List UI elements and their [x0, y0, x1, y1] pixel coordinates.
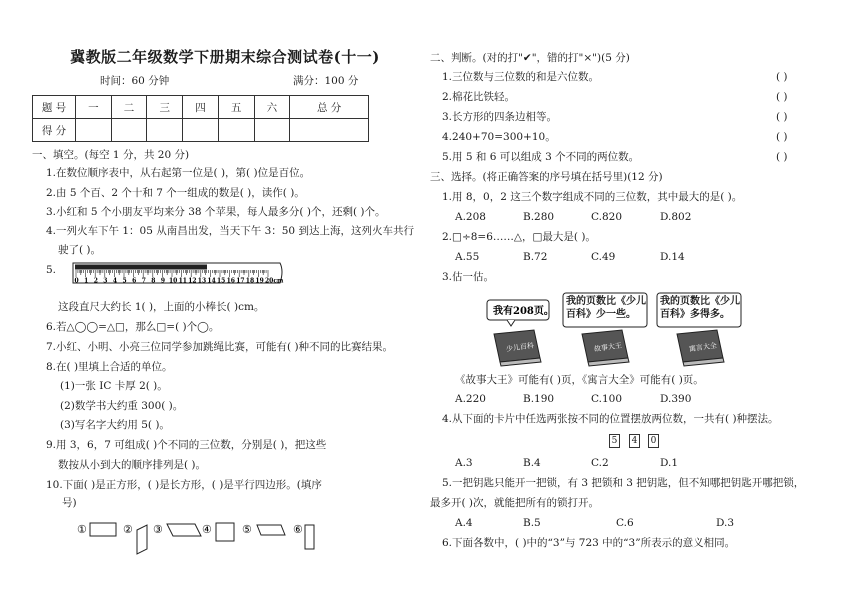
shape-label-4: ④	[202, 523, 212, 536]
ruler-number: 10	[169, 277, 178, 285]
ruler-ticks	[76, 270, 268, 277]
s2-answer-2[interactable]: ( )	[776, 91, 788, 103]
s3-q2-opt-d[interactable]: D.14	[660, 251, 685, 263]
s3-q5-opt-b[interactable]: B.5	[523, 517, 541, 529]
shape-label-3: ③	[153, 523, 163, 536]
s3-q3-opt-a[interactable]: A.220	[455, 393, 486, 405]
digit-card-1: 5	[609, 434, 620, 448]
shape-rectangle-1	[90, 523, 116, 536]
ruler-number: 17	[236, 277, 245, 285]
s1-q8-3: (3)写名字大约用 5( )。	[60, 419, 170, 431]
ruler-number: 18	[245, 277, 255, 285]
ruler-number: 3	[103, 277, 108, 285]
score-table	[32, 95, 369, 142]
bubble-3-text: 我的页数比《少儿百科》多得多。	[660, 296, 740, 320]
s1-q3: 3.小红和 5 个小朋友平均来分 38 个苹果，每人最多分( )个，还剩( )个。	[46, 206, 386, 218]
s2-item-1: 1.三位数与三位数的和是六位数。	[442, 71, 600, 83]
score-cell: 五	[218, 96, 254, 119]
s3-q4-opt-a[interactable]: A.3	[455, 457, 473, 469]
s2-answer-4[interactable]: ( )	[776, 131, 788, 143]
ruler-number: 15	[217, 277, 226, 285]
s1-q6: 6.若△◯◯=△□，那么□=( )个◯。	[46, 321, 220, 333]
score-cell: 一	[76, 96, 112, 119]
s3-q4: 4.从下面的卡片中任选两张按不同的位置摆放两位数，一共有( )种摆法。	[442, 413, 779, 425]
book-3-title: 寓言大全	[688, 341, 718, 354]
shape-label-5: ⑤	[242, 523, 252, 536]
shape-label-6: ⑥	[293, 523, 303, 536]
s2-item-5: 5.用 5 和 6 可以组成 3 个不同的两位数。	[442, 151, 640, 163]
ruler-number: 14	[207, 277, 216, 285]
ruler-number: 13	[197, 277, 207, 285]
score-cell: 题 号	[33, 96, 76, 119]
score-input-cell[interactable]	[254, 119, 290, 142]
s1-q8: 8.在( )里填上合适的单位。	[46, 361, 173, 373]
s1-q4b: 驶了( )。	[58, 244, 102, 256]
s1-q9b: 数按从小到大的顺序排列是( )。	[58, 459, 207, 471]
s3-q4-opt-d[interactable]: D.1	[660, 457, 679, 469]
shape-parallelogram-2	[137, 525, 147, 554]
s1-q1: 1.在数位顺序表中，从右起第一位是( )，第( )位是百位。	[46, 167, 311, 179]
s1-q8-2: (2)数学书大约重 300( )。	[60, 400, 184, 412]
s1-q7: 7.小红、小明、小亮三位同学参加跳绳比赛，可能有( )种不同的比赛结果。	[46, 341, 394, 353]
book-1-title: 少儿百科	[505, 341, 535, 354]
s1-q5-number: 5.	[46, 264, 57, 276]
digit-card-2: 4	[629, 434, 640, 448]
s3-q4-opt-c[interactable]: C.2	[591, 457, 609, 469]
score-cell: 得 分	[33, 119, 76, 142]
s3-q2: 2.□÷8=6……△，□最大是( )。	[442, 231, 596, 243]
score-input-cell[interactable]	[183, 119, 219, 142]
s1-q9a: 9.用 3，6，7 可组成( )个不同的三位数，分别是( )，把这些	[46, 439, 327, 451]
s1-q10b: 号)	[62, 497, 77, 509]
shape-square-4	[216, 523, 234, 541]
score-input-cell[interactable]	[218, 119, 254, 142]
s1-q10a: 10.下面( )是正方形，( )是长方形，( )是平行四边形。(填序	[46, 479, 322, 491]
book-2	[582, 330, 629, 366]
shape-label-1: ①	[77, 523, 87, 536]
ruler-number: 2	[93, 277, 98, 285]
shapes-figure	[75, 517, 335, 557]
ruler-number: 16	[226, 277, 235, 285]
ruler-number: 7	[141, 277, 146, 285]
s3-q3: 3.估一估。	[442, 271, 495, 283]
s1-q2: 2.由 5 个百、2 个十和 7 个一组成的数是( )，读作( )。	[46, 187, 305, 199]
ruler-number: 12	[188, 277, 197, 285]
score-cell: 二	[111, 96, 147, 119]
s1-q5-text: 这段直尺大约长 1( )，上面的小棒长( )cm。	[58, 301, 265, 313]
score-input-cell[interactable]	[76, 119, 112, 142]
score-input-cell[interactable]	[147, 119, 183, 142]
book-3	[677, 330, 724, 366]
ruler-figure	[70, 258, 285, 288]
s3-q5b: 最多开( )次，就能把所有的锁打开。	[430, 497, 600, 509]
book-1	[494, 330, 541, 366]
s2-item-2: 2.棉花比铁轻。	[442, 91, 516, 103]
s2-item-3: 3.长方形的四条边相等。	[442, 111, 558, 123]
shape-parallelogram-5	[257, 525, 285, 535]
s2-answer-5[interactable]: ( )	[776, 151, 788, 163]
s3-q1: 1.用 8，0，2 这三个数字组成不同的三位数，其中最大的是( )。	[442, 191, 743, 203]
s3-q3-opt-b[interactable]: B.190	[523, 393, 555, 405]
s3-q1-opt-d[interactable]: D.802	[660, 211, 692, 223]
ruler-number: 1	[84, 277, 89, 285]
s3-q3-text: 《故事大王》可能有( )页，《寓言大全》可能有( )页。	[455, 374, 704, 386]
ruler-number: 8	[151, 277, 156, 285]
score-input-cell[interactable]	[111, 119, 147, 142]
s1-q4a: 4.一列火车下午 1：05 从南昌出发，当天下午 3：50 到达上海，这列火车共行	[46, 225, 414, 237]
ruler-number: 19	[255, 277, 264, 285]
s1-q8-1: (1)一张 IC 卡厚 2( )。	[60, 380, 168, 392]
s3-q4-opt-b[interactable]: B.4	[523, 457, 541, 469]
s3-q5-opt-d[interactable]: D.3	[716, 517, 735, 529]
s3-q3-opt-d[interactable]: D.390	[660, 393, 692, 405]
s3-q6: 6.下面各数中，( )中的“3”与 723 中的“3”所表示的意义相同。	[442, 537, 736, 549]
shape-parallelogram-3	[167, 524, 201, 536]
s3-q3-opt-c[interactable]: C.100	[591, 393, 623, 405]
s2-answer-1[interactable]: ( )	[776, 71, 788, 83]
book-2-title: 故事大王	[593, 341, 623, 354]
s3-q1-opt-c[interactable]: C.820	[591, 211, 623, 223]
s3-q2-opt-b[interactable]: B.72	[523, 251, 548, 263]
s3-q2-opt-c[interactable]: C.49	[591, 251, 616, 263]
score-cell: 三	[147, 96, 183, 119]
ruler-number: 5	[122, 277, 127, 285]
s2-item-4: 4.240+70=300+10。	[442, 131, 556, 143]
bubble-1-text: 我有208页。	[493, 306, 554, 317]
s3-q1-opt-a[interactable]: A.208	[455, 211, 486, 223]
section3-heading: 三、选择。(将正确答案的序号填在括号里)(12 分)	[430, 171, 663, 183]
score-table-header-row	[33, 96, 369, 119]
ruler-numbers	[75, 278, 285, 285]
section2-heading: 二、判断。(对的打"✔"，错的打"×")(5 分)	[430, 52, 630, 64]
score-cell: 六	[254, 96, 290, 119]
score-cell: 总 分	[290, 96, 369, 119]
ruler-number: 9	[160, 277, 166, 285]
s3-q1-opt-b[interactable]: B.280	[523, 211, 555, 223]
ruler-number: 0	[74, 277, 79, 285]
score-table-value-row	[33, 119, 369, 142]
ruler-number: 4	[112, 277, 118, 285]
books-figure	[492, 328, 752, 368]
shape-label-2: ②	[123, 523, 133, 536]
s2-answer-3[interactable]: ( )	[776, 111, 788, 123]
ruler-number: 6	[132, 277, 137, 285]
exam-title: 冀教版二年级数学下册期末综合测试卷(十一)	[70, 48, 380, 66]
bubble-2-text: 我的页数比《少儿百科》少一些。	[566, 296, 646, 320]
s3-q2-opt-a[interactable]: A.55	[455, 251, 480, 263]
ruler-number: 20cm	[265, 277, 284, 285]
exam-time: 时间：60 分钟	[100, 75, 170, 87]
digit-card-3: 0	[648, 434, 659, 448]
ruler-number: 11	[178, 277, 187, 285]
section1-heading: 一、填空。(每空 1 分，共 20 分)	[32, 149, 190, 161]
s3-q5a: 5.一把钥匙只能开一把锁，有 3 把锁和 3 把钥匙，但不知哪把钥匙开哪把锁，	[442, 477, 805, 489]
s3-q5-opt-c[interactable]: C.6	[616, 517, 634, 529]
s3-q5-opt-a[interactable]: A.4	[455, 517, 473, 529]
score-input-cell[interactable]	[290, 119, 369, 142]
shape-rectangle-6	[305, 525, 314, 549]
exam-full-score: 满分：100 分	[293, 75, 359, 87]
score-cell: 四	[183, 96, 219, 119]
